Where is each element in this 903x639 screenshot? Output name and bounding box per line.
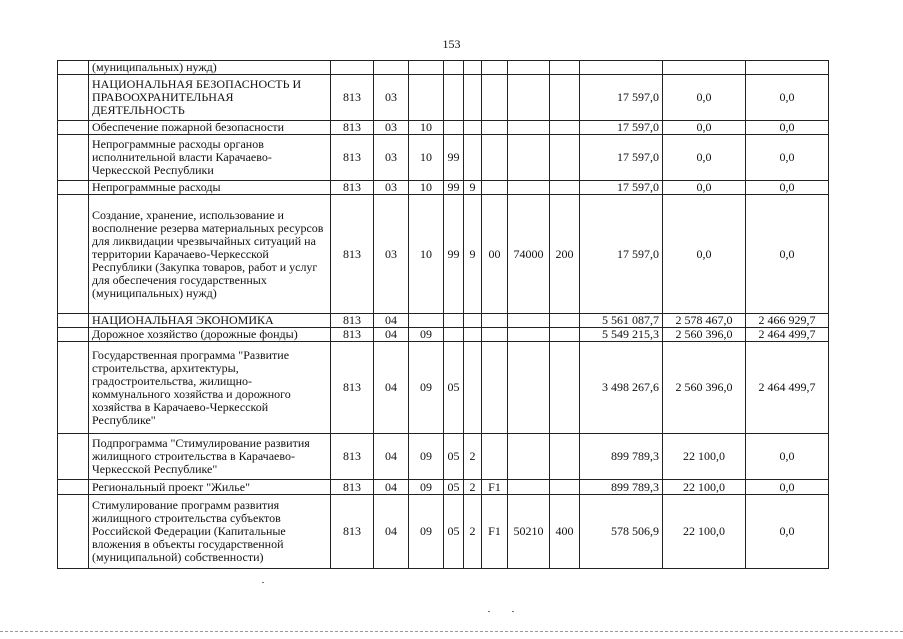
- grbs-code: 813: [331, 314, 374, 328]
- row-name: Непрограммные расходы: [89, 181, 331, 195]
- subprogram-code: 9: [464, 195, 482, 314]
- subsection-code: 09: [409, 342, 444, 434]
- amount-year-1: 899 789,3: [580, 480, 663, 495]
- amount-year-2: 22 100,0: [663, 480, 746, 495]
- amount-year-3: 0,0: [746, 480, 829, 495]
- table-row: [58, 434, 829, 480]
- row-name: НАЦИОНАЛЬНАЯ ЭКОНОМИКА: [89, 314, 331, 328]
- section-code: 03: [374, 181, 409, 195]
- subprogram-code: 2: [464, 495, 482, 569]
- grbs-code: 813: [331, 121, 374, 135]
- amount-year-1: 17 597,0: [580, 135, 663, 181]
- program-code: 99: [444, 195, 464, 314]
- grbs-code: 813: [331, 195, 374, 314]
- table-row: [58, 495, 829, 569]
- section-code: 03: [374, 121, 409, 135]
- section-code: 04: [374, 495, 409, 569]
- table-row: [58, 135, 829, 181]
- grbs-code: 813: [331, 181, 374, 195]
- amount-year-3: 0,0: [746, 75, 829, 121]
- amount-year-2: 22 100,0: [663, 495, 746, 569]
- amount-year-1: [580, 61, 663, 75]
- direction-code: [508, 314, 550, 328]
- amount-year-2: 0,0: [663, 121, 746, 135]
- scan-edge-line: [0, 631, 903, 632]
- scan-speck: [262, 582, 264, 583]
- amount-year-3: 2 466 929,7: [746, 314, 829, 328]
- project-code: [482, 342, 508, 434]
- project-code: F1: [482, 480, 508, 495]
- subsection-code: [409, 61, 444, 75]
- subprogram-code: [464, 121, 482, 135]
- scan-speck: [512, 611, 514, 612]
- amount-year-2: 2 560 396,0: [663, 328, 746, 342]
- direction-code: [508, 328, 550, 342]
- section-code: 03: [374, 135, 409, 181]
- amount-year-2: 0,0: [663, 181, 746, 195]
- amount-year-1: 5 549 215,3: [580, 328, 663, 342]
- amount-year-3: 0,0: [746, 181, 829, 195]
- subprogram-code: 2: [464, 480, 482, 495]
- amount-year-3: 0,0: [746, 434, 829, 480]
- scan-speck: [488, 611, 490, 612]
- grbs-code: 813: [331, 135, 374, 181]
- grbs-code: 813: [331, 328, 374, 342]
- program-code: 05: [444, 342, 464, 434]
- subprogram-code: [464, 328, 482, 342]
- direction-code: [508, 75, 550, 121]
- direction-code: [508, 480, 550, 495]
- program-code: [444, 121, 464, 135]
- amount-year-3: 0,0: [746, 495, 829, 569]
- grbs-code: 813: [331, 434, 374, 480]
- program-code: [444, 75, 464, 121]
- row-name: Подпрограмма "Стимулирование развития жилищного строительства в Карачаево-Черкесской Республике": [89, 434, 331, 480]
- table-row: [58, 342, 829, 434]
- budget-table: [57, 60, 829, 569]
- grbs-code: 813: [331, 480, 374, 495]
- grbs-code: 813: [331, 75, 374, 121]
- amount-year-3: 0,0: [746, 121, 829, 135]
- direction-code: [508, 181, 550, 195]
- row-name: Создание, хранение, использование и восполнение резерва материальных ресурсов для ликвидации чрезвычайных ситуаций на территории Карачаево-Черкесской Республики (Закупка товаров, работ и услуг для обеспечения государственных (муниципальных) нужд): [89, 195, 331, 314]
- amount-year-3: 0,0: [746, 195, 829, 314]
- section-code: 04: [374, 328, 409, 342]
- table-row: [58, 121, 829, 135]
- expense-type-code: [550, 314, 580, 328]
- spacer-cell: [58, 75, 89, 121]
- direction-code: [508, 434, 550, 480]
- grbs-code: 813: [331, 342, 374, 434]
- spacer-cell: [58, 121, 89, 135]
- subsection-code: 09: [409, 434, 444, 480]
- row-name: НАЦИОНАЛЬНАЯ БЕЗОПАСНОСТЬ И ПРАВООХРАНИТЕЛЬНАЯ ДЕЯТЕЛЬНОСТЬ: [89, 75, 331, 121]
- expense-type-code: [550, 61, 580, 75]
- amount-year-1: 17 597,0: [580, 75, 663, 121]
- row-name: Стимулирование программ развития жилищного строительства субъектов Российской Федерации (Капитальные вложения в объекты государственной (муниципальной) собственности): [89, 495, 331, 569]
- expense-type-code: 400: [550, 495, 580, 569]
- table-row: [58, 480, 829, 495]
- section-code: 04: [374, 480, 409, 495]
- subsection-code: [409, 75, 444, 121]
- project-code: [482, 434, 508, 480]
- row-name: Обеспечение пожарной безопасности: [89, 121, 331, 135]
- project-code: [482, 328, 508, 342]
- spacer-cell: [58, 342, 89, 434]
- subprogram-code: [464, 342, 482, 434]
- amount-year-2: 0,0: [663, 75, 746, 121]
- expense-type-code: [550, 434, 580, 480]
- subsection-code: 09: [409, 495, 444, 569]
- project-code: [482, 61, 508, 75]
- amount-year-3: 2 464 499,7: [746, 328, 829, 342]
- program-code: 05: [444, 480, 464, 495]
- section-code: 03: [374, 75, 409, 121]
- table-row: [58, 328, 829, 342]
- amount-year-1: 3 498 267,6: [580, 342, 663, 434]
- direction-code: [508, 121, 550, 135]
- project-code: [482, 121, 508, 135]
- expense-type-code: [550, 342, 580, 434]
- subsection-code: 09: [409, 480, 444, 495]
- row-name: Дорожное хозяйство (дорожные фонды): [89, 328, 331, 342]
- amount-year-1: 17 597,0: [580, 121, 663, 135]
- amount-year-1: 5 561 087,7: [580, 314, 663, 328]
- table-row: [58, 314, 829, 328]
- expense-type-code: [550, 75, 580, 121]
- spacer-cell: [58, 61, 89, 75]
- direction-code: [508, 135, 550, 181]
- expense-type-code: 200: [550, 195, 580, 314]
- amount-year-3: 2 464 499,7: [746, 342, 829, 434]
- spacer-cell: [58, 434, 89, 480]
- subsection-code: [409, 314, 444, 328]
- section-code: [374, 61, 409, 75]
- amount-year-3: [746, 61, 829, 75]
- amount-year-1: 17 597,0: [580, 195, 663, 314]
- spacer-cell: [58, 328, 89, 342]
- program-code: 05: [444, 495, 464, 569]
- table-row: [58, 181, 829, 195]
- section-code: 04: [374, 342, 409, 434]
- table-row: [58, 195, 829, 314]
- section-code: 03: [374, 195, 409, 314]
- project-code: [482, 135, 508, 181]
- program-code: 05: [444, 434, 464, 480]
- program-code: [444, 314, 464, 328]
- expense-type-code: [550, 480, 580, 495]
- subsection-code: 10: [409, 181, 444, 195]
- row-name: (муниципальных) нужд): [89, 61, 331, 75]
- table-row: [58, 75, 829, 121]
- section-code: 04: [374, 314, 409, 328]
- project-code: [482, 75, 508, 121]
- grbs-code: 813: [331, 495, 374, 569]
- expense-type-code: [550, 121, 580, 135]
- amount-year-2: 0,0: [663, 195, 746, 314]
- section-code: 04: [374, 434, 409, 480]
- grbs-code: [331, 61, 374, 75]
- project-code: 00: [482, 195, 508, 314]
- amount-year-2: 2 578 467,0: [663, 314, 746, 328]
- amount-year-1: 578 506,9: [580, 495, 663, 569]
- table-row: [58, 61, 829, 75]
- spacer-cell: [58, 135, 89, 181]
- row-name: Непрограммные расходы органов исполнительной власти Карачаево-Черкесской Республики: [89, 135, 331, 181]
- program-code: 99: [444, 181, 464, 195]
- subprogram-code: [464, 135, 482, 181]
- expense-type-code: [550, 181, 580, 195]
- subsection-code: 10: [409, 135, 444, 181]
- spacer-cell: [58, 195, 89, 314]
- row-name: Государственная программа "Развитие строительства, архитектуры, градостроительства, жилищно-коммунального хозяйства и дорожного хозяйства в Карачаево-Черкесской Республике": [89, 342, 331, 434]
- program-code: 99: [444, 135, 464, 181]
- amount-year-2: 0,0: [663, 135, 746, 181]
- subprogram-code: 9: [464, 181, 482, 195]
- direction-code: [508, 61, 550, 75]
- direction-code: 50210: [508, 495, 550, 569]
- spacer-cell: [58, 480, 89, 495]
- spacer-cell: [58, 181, 89, 195]
- subprogram-code: [464, 314, 482, 328]
- amount-year-1: 17 597,0: [580, 181, 663, 195]
- page-number: 153: [442, 37, 461, 51]
- direction-code: [508, 342, 550, 434]
- amount-year-2: [663, 61, 746, 75]
- subprogram-code: [464, 75, 482, 121]
- row-name: Региональный проект "Жилье": [89, 480, 331, 495]
- spacer-cell: [58, 314, 89, 328]
- subsection-code: 09: [409, 328, 444, 342]
- direction-code: 74000: [508, 195, 550, 314]
- project-code: F1: [482, 495, 508, 569]
- program-code: [444, 328, 464, 342]
- project-code: [482, 314, 508, 328]
- amount-year-2: 2 560 396,0: [663, 342, 746, 434]
- program-code: [444, 61, 464, 75]
- amount-year-3: 0,0: [746, 135, 829, 181]
- expense-type-code: [550, 328, 580, 342]
- amount-year-1: 899 789,3: [580, 434, 663, 480]
- spacer-cell: [58, 495, 89, 569]
- expense-type-code: [550, 135, 580, 181]
- subsection-code: 10: [409, 121, 444, 135]
- subprogram-code: [464, 61, 482, 75]
- amount-year-2: 22 100,0: [663, 434, 746, 480]
- project-code: [482, 181, 508, 195]
- subprogram-code: 2: [464, 434, 482, 480]
- subsection-code: 10: [409, 195, 444, 314]
